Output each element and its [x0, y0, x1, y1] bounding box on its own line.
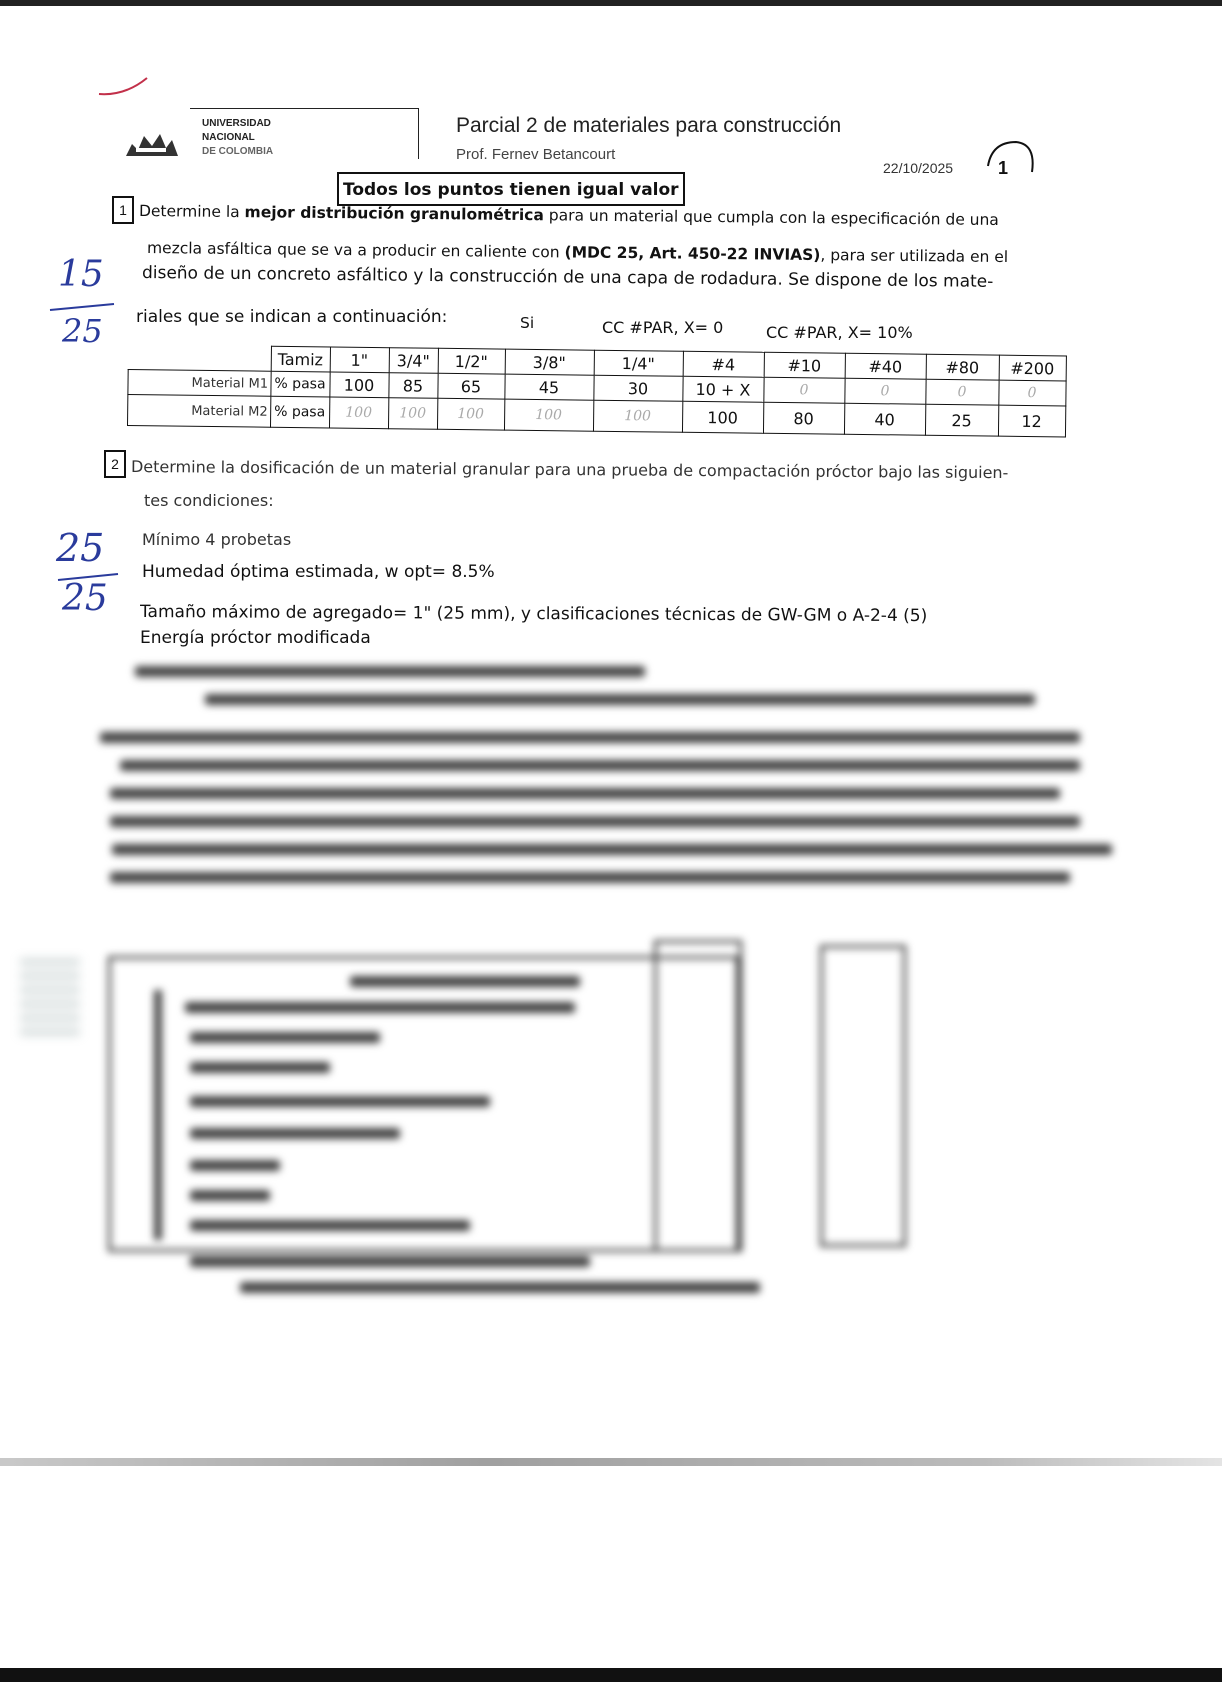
sieve-40: #40 [845, 353, 926, 379]
m1-value-3-8in: 45 [504, 374, 593, 400]
q1-score: 15 [58, 254, 104, 295]
professor-name: Prof. Fernev Betancourt [456, 146, 616, 163]
question-1-number: 1 [112, 196, 134, 224]
m2-value-1-4in: 100 [593, 400, 682, 432]
page-number-circle [982, 136, 1042, 180]
university-name-box [190, 108, 419, 159]
m2-value-1in: 100 [329, 397, 388, 429]
q1-si: Si [520, 314, 535, 332]
sieve-10: #10 [764, 352, 845, 378]
q2-item-4: Energía próctor modificada [140, 628, 371, 648]
sieve-80: #80 [926, 354, 999, 380]
q1-condition-2: CC #PAR, X= 10% [766, 323, 913, 342]
q1-line4: riales que se indican a continuación: [136, 307, 448, 327]
m1-value-1in: 100 [329, 372, 388, 398]
m1-value-10: 0 [763, 377, 844, 403]
exam-title: Parcial 2 de materiales para construcción [456, 114, 842, 137]
sieve-200: #200 [999, 355, 1066, 381]
university-logo-icon [122, 128, 182, 158]
scan-smear-line [0, 1458, 1222, 1466]
university-line-2: NACIONAL [202, 132, 255, 143]
blurred-pencil-notes [20, 955, 80, 1035]
sieve-3-8in: 3/8" [505, 349, 594, 375]
m2-value-3-8in: 100 [504, 399, 593, 431]
q2-item-2: Humedad óptima estimada, w opt= 8.5% [142, 562, 495, 582]
material-m2-label: Material M2 [128, 395, 271, 428]
m2-value-4: 100 [682, 401, 763, 433]
m2-value-10: 80 [763, 402, 844, 434]
sieve-header: Tamiz [271, 346, 330, 372]
university-line-1: UNIVERSIDAD [202, 118, 271, 129]
scan-top-border [0, 0, 1222, 6]
sieve-table [127, 344, 1066, 437]
m1-value-1-4in: 30 [593, 375, 682, 401]
q1-line2-pre: mezcla asfáltica que se va a producir en caliente con [146, 239, 565, 262]
q2-item-1: Mínimo 4 probetas [142, 530, 292, 549]
q2-score-total: 25 [62, 578, 108, 619]
m1-value-3-4in: 85 [388, 373, 437, 399]
m1-value-200: 0 [998, 380, 1065, 406]
m2-value-3-4in: 100 [388, 398, 437, 430]
m2-value-80: 25 [925, 404, 998, 436]
sieve-1-4in: 1/4" [594, 350, 683, 376]
sieve-1-2in: 1/2" [438, 348, 505, 374]
m2-value-1-2in: 100 [437, 398, 504, 430]
page-number: 1 [998, 158, 1009, 178]
q1-line3: diseño de un concreto asfáltico y la construcción de una capa de rodadura. Se dispone de los mate- [141, 263, 994, 292]
question-2-number: 2 [104, 450, 126, 478]
m1-value-4: 10 + X [682, 376, 763, 402]
university-line-3: DE COLOMBIA [202, 146, 274, 157]
sieve-3-4in: 3/4" [389, 348, 438, 374]
material-m1-unit: % pasa [270, 371, 329, 397]
material-m2-unit: % pasa [270, 396, 329, 428]
q2-item-3: Tamaño máximo de agregado= 1" (25 mm), y clasificaciones técnicas de GW-GM o A-2-4 (5) [139, 602, 928, 627]
blurred-question-area [130, 660, 1130, 1320]
q1-line2-post: , para ser utilizada en el [820, 246, 1009, 267]
m1-value-1-2in: 65 [437, 373, 504, 399]
sieve-1in: 1" [330, 347, 389, 373]
q1-line2-bold: (MDC 25, Art. 450-22 INVIAS) [564, 243, 821, 265]
q2-line2: tes condiciones: [144, 491, 274, 510]
scan-bottom-border [0, 1668, 1222, 1682]
q1-line1-pre: Determine la [138, 202, 245, 222]
q1-line1-post: para un material que cumpla con la especificación de una [543, 206, 999, 230]
material-m1-label: Material M1 [128, 370, 271, 397]
q1-score-total: 25 [62, 312, 103, 350]
m2-value-200: 12 [998, 405, 1065, 437]
red-check-mark [95, 72, 155, 102]
q2-line1: Determine la dosificación de un material granular para una prueba de compactación próctor bajo las siguien- [130, 457, 1009, 483]
notice-box: Todos los puntos tienen igual valor [337, 172, 685, 206]
q2-score: 25 [56, 526, 105, 570]
sieve-4: #4 [683, 351, 764, 377]
m1-value-80: 0 [925, 379, 998, 405]
q1-condition-1: CC #PAR, X= 0 [602, 318, 724, 337]
q1-line1-bold: mejor distribución granulométrica [244, 203, 544, 225]
m1-value-40: 0 [844, 378, 925, 404]
m2-value-40: 40 [844, 403, 925, 435]
exam-date: 22/10/2025 [883, 160, 954, 176]
